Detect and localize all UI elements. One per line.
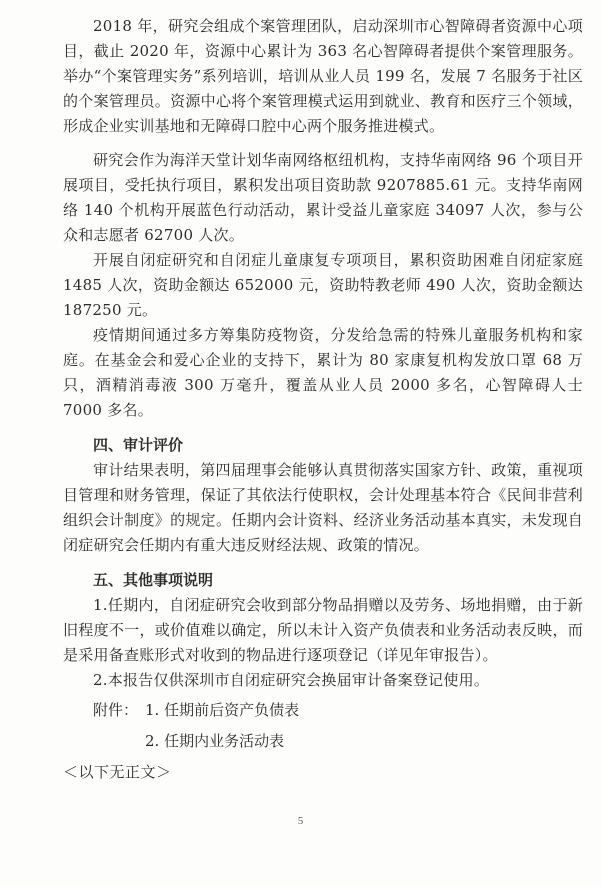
attachment-label: 附件： [93, 701, 139, 719]
paragraph-audit-result: 审计结果表明，第四届理事会能够认真贯彻落实国家方针、政策，重视项目管理和财务管理，保证了其依法行使职权，会计处理基本符合《民间非营利组织会计制度》的规定。任期内会计资料、经济业务活动基本真实，未发现自闭症研究会任期内有重大违反财经法规、政策的情况。 [63, 461, 583, 554]
paragraph-donations: 1.任期内，自闭症研究会收到部分物品捐赠以及劳务、场地捐赠，由于新旧程度不一，或价值难以确定，所以未计入资产负债表和业务活动表反映，而是采用备查账形式对收到的物品进行逐项登记（详见年审报告）。 [63, 596, 583, 664]
attachment-row [63, 698, 583, 723]
paragraph-report-usage: 2.本报告仅供深圳市自闭症研究会换届审计备案登记使用。 [93, 671, 490, 689]
paragraph-autism-funding: 开展自闭症研究和自闭症儿童康复专项项目，累积资助困难自闭症家庭 1485 人次，资助金额达 652000 元，资助特教老师 490 人次，资助金额达 187250 元。 [63, 251, 583, 319]
section-heading-audit-evaluation: 四、审计评价 [93, 436, 184, 454]
page-number: 5 [297, 815, 304, 827]
paragraph-epidemic-supplies: 疫情期间通过多方筹集防疫物资，分发给急需的特殊儿童服务机构和家庭。在基金会和爱心企业的支持下，累计为 80 家康复机构发放口罩 68 万只，酒精消毒液 300 万毫升，覆盖从业人员 2000 多名，心智障碍人士 7000 多名。 [63, 326, 583, 419]
attachment-item-1: 1. 任期前后资产负债表 [145, 701, 300, 719]
section-heading-other-matters: 五、其他事项说明 [93, 571, 214, 589]
paragraph-resource-center: 2018 年，研究会组成个案管理团队，启动深圳市心智障碍者资源中心项目，截止 2020 年，资源中心累计为 363 名心智障碍者提供个案管理服务。举办“个案管理实务”系列培训，培训从业人员 199 名，发展 7 名服务于社区的个案管理员。资源中心将个案管理模式运用到就业、教育和医疗三个领域，形成企业实训基地和无障碍口腔中心两个服务推进模式。 [63, 17, 583, 135]
paragraph-south-china-network: 研究会作为海洋天堂计划华南网络枢纽机构，支持华南网络 96 个项目开展项目，受托执行项目，累积发出项目资助款 9207885.61 元。支持华南网络 140 个机构开展蓝色行动活动，累计受益儿童家庭 34097 人次，参与公众和志愿者 62700 人次。 [63, 151, 583, 244]
document-body [63, 14, 583, 785]
attachment-item-2: 2. 任期内业务活动表 [145, 732, 285, 750]
end-of-text-note: ＜以下无正文＞ [63, 763, 172, 781]
